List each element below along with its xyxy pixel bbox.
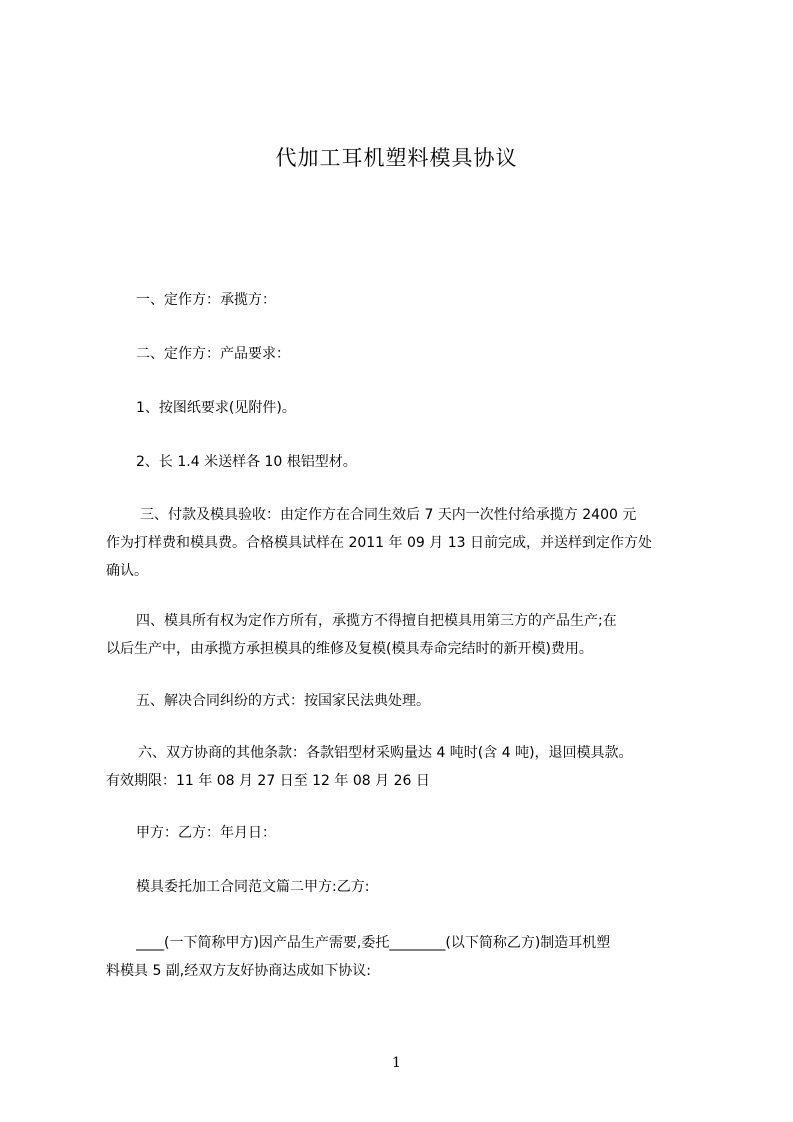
document-title: 代加工耳机塑料模具协议 <box>275 146 518 170</box>
clause-payment-line-3: 确认。 <box>106 563 148 579</box>
clause-other-terms-line-1: 六、双方协商的其他条款：各款铝型材采购量达 4 吨时(含 4 吨)，退回模具款。 <box>138 745 633 761</box>
requirement-item-2: 2、长 1.4 米送样各 10 根铝型材。 <box>136 454 357 470</box>
clause-validity-period: 有效期限：11 年 08 月 27 日至 12 年 08 月 26 日 <box>106 773 430 789</box>
clause-payment-line-1: 三、付款及模具验收：由定作方在合同生效后 7 天内一次性付给承揽方 2400 元 <box>140 507 637 523</box>
requirement-item-1: 1、按图纸要求(见附件)。 <box>136 400 296 416</box>
clause-ownership-line-2: 以后生产中，由承揽方承担模具的维修及复模(模具寿命完结时的新开模)费用。 <box>106 641 593 657</box>
signature-line: 甲方：乙方：年月日： <box>136 825 276 841</box>
agreement-intro-line-1: ____(一下简称甲方)因产品生产需要,委托________(以下简称乙方)制造耳机塑 <box>136 935 611 951</box>
page-number: 1 <box>392 1055 401 1071</box>
section-heading-sample-two: 模具委托加工合同范文篇二甲方:乙方: <box>136 879 370 895</box>
clause-product-requirements: 二、定作方：产品要求： <box>136 346 290 362</box>
clause-payment-line-2: 作为打样费和模具费。合格模具试样在 2011 年 09 月 13 日前完成，并送样到定作方处 <box>106 535 652 551</box>
clause-ownership-line-1: 四、模具所有权为定作方所有，承揽方不得擅自把模具用第三方的产品生产;在 <box>136 613 617 629</box>
clause-parties: 一、定作方：承揽方： <box>136 292 276 308</box>
clause-dispute-resolution: 五、解决合同纠纷的方式：按国家民法典处理。 <box>136 693 430 709</box>
agreement-intro-line-2: 料模具 5 副,经双方友好协商达成如下协议: <box>106 963 371 979</box>
